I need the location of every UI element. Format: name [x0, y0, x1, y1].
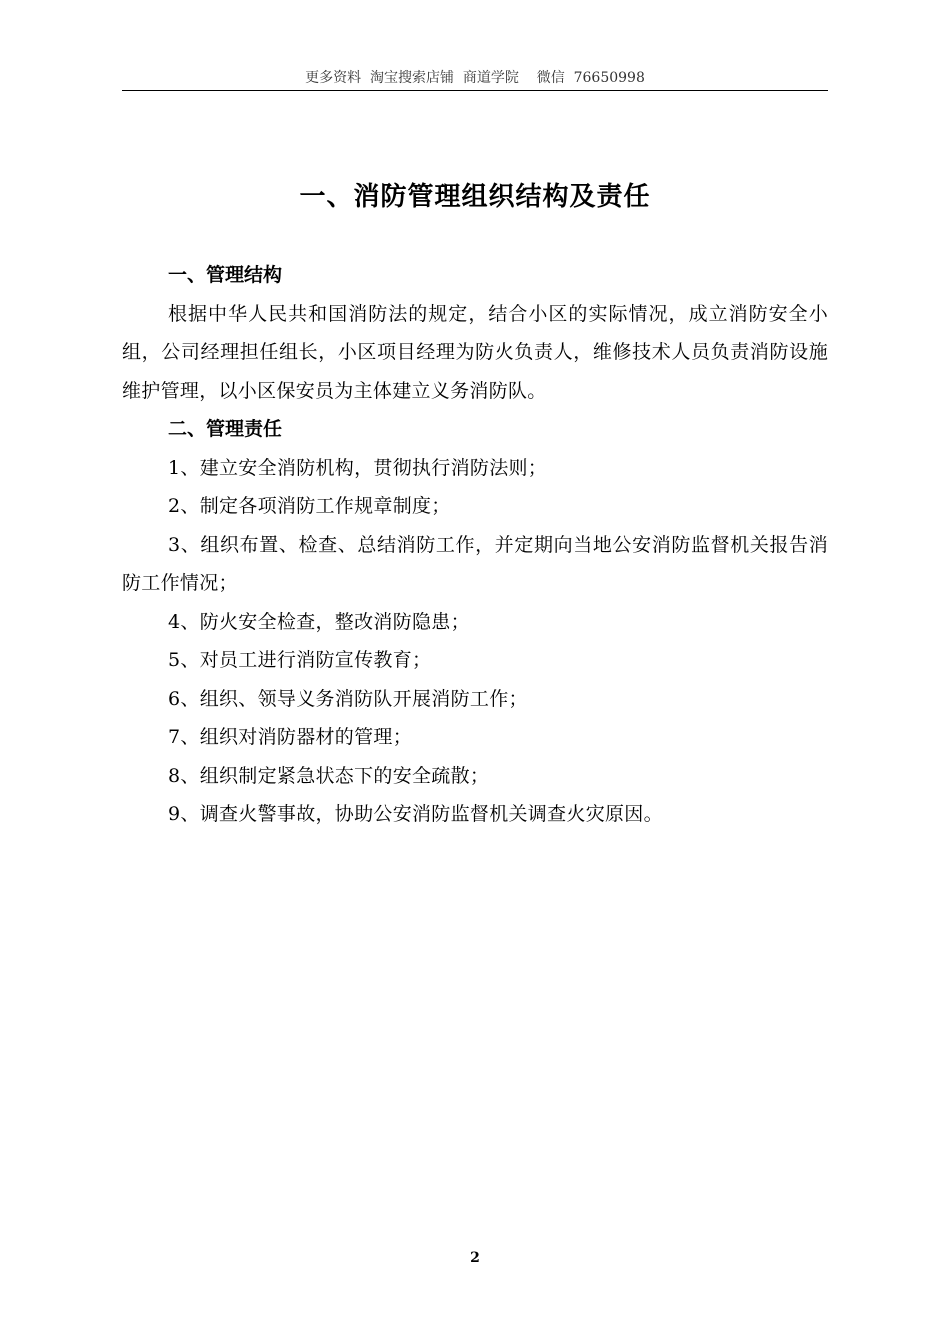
list-item: 6、组织、领导义务消防队开展消防工作；	[168, 687, 528, 710]
list-item: 4、防火安全检查，整改消防隐患；	[168, 610, 470, 633]
list-item: 8、组织制定紧急状态下的安全疏散；	[168, 764, 490, 787]
page-header: 更多资料 淘宝搜索店铺 商道学院 微信 76650998	[122, 68, 828, 91]
list-item: 1、建立安全消防机构，贯彻执行消防法则；	[168, 456, 548, 479]
document-title: 一、消防管理组织结构及责任	[299, 182, 651, 212]
section-heading-responsibility: 二、管理责任	[168, 418, 283, 440]
list-item: 5、对员工进行消防宣传教育；	[168, 649, 432, 671]
list-item: 7、组织对消防器材的管理；	[168, 726, 412, 748]
structure-paragraph: 根据中华人民共和国消防法的规定，结合小区的实际情况，成立消防安全小组，公司经理担任组长，小区项目经理为防火负责人，维修技术人员负责消防设施维护管理，以小区保安员为主体建立义务消防队。	[122, 302, 828, 402]
list-item: 3、组织布置、检查、总结消防工作，并定期向当地公安消防监督机关报告消防工作情况；	[122, 533, 828, 594]
list-item: 9、调查火警事故，协助公安消防监督机关调查火灾原因。	[168, 803, 663, 825]
document-body	[122, 256, 828, 834]
list-item: 2、制定各项消防工作规章制度；	[168, 495, 451, 517]
page-number: 2	[470, 1250, 480, 1266]
section-heading-structure: 一、管理结构	[168, 264, 283, 286]
